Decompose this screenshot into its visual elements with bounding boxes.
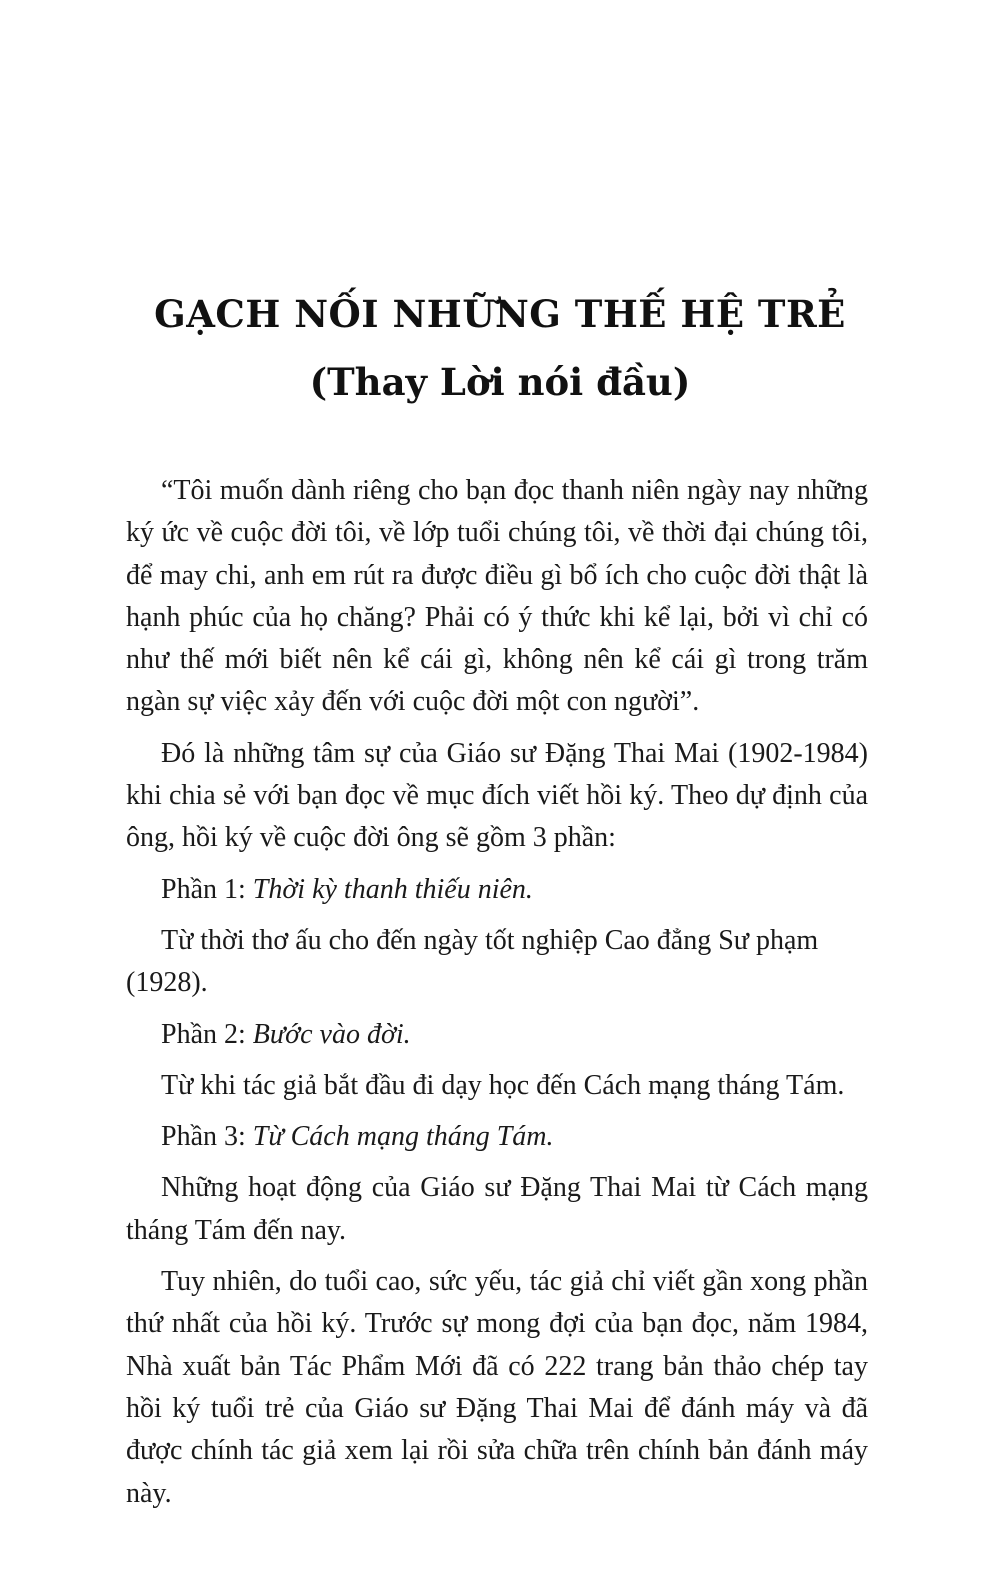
part3-description: Những hoạt động của Giáo sư Đặng Thai Mai từ Cách mạng tháng Tám đến nay. [126,1172,868,1246]
body-text [126,470,868,1524]
part1-description: Từ thời thơ ấu cho đến ngày tốt nghiệp Cao đẳng Sư phạm (1928). [126,924,819,999]
part3-title: Từ Cách mạng tháng Tám. [252,1121,554,1153]
part3-label: Phần 3: [161,1121,253,1153]
quote-paragraph: “Tôi muốn dành riêng cho bạn đọc thanh niên ngày nay những ký ức về cuộc đời tôi, về lớp tuổi chúng tôi, về thời đại chúng tôi, để may chi, anh em rút ra được điều gì bổ ích cho cuộc đời thật là hạnh phúc của họ chăng? Phải có ý thức khi kể lại, bởi vì chỉ có như thế mới biết nên kể cái gì, không nên kể cái gì trong trăm ngàn sự việc xảy đến với cuộc đời một con người”. [126,475,868,718]
part2-label: Phần 2: [161,1018,253,1050]
closing-paragraph: Tuy nhiên, do tuổi cao, sức yếu, tác giả chỉ viết gần xong phần thứ nhất của hồi ký. Trước sự mong đợi của bạn đọc, năm 1984, Nhà xuất bản Tác Phẩm Mới đã có 222 trang bản thảo chép tay hồi ký tuổi trẻ của Giáo sư Đặng Thai Mai để đánh máy và đã được chính tác giả xem lại rồi sửa chữa trên chính bản đánh máy này. [126,1266,868,1509]
part3-heading [126,1116,868,1158]
chapter-subtitle: (Thay Lời nói đầu) [309,360,691,404]
part2-title: Bước vào đời. [252,1018,411,1050]
part2-heading [126,1014,868,1056]
part1-label: Phần 1: [161,873,253,905]
part1-title: Thời kỳ thanh thiếu niên. [252,873,533,905]
part2-description: Từ khi tác giả bắt đầu đi dạy học đến Cách mạng tháng Tám. [161,1069,845,1101]
chapter-title: GẠCH NỐI NHỮNG THẾ HỆ TRẺ [154,292,846,336]
intro-paragraph: Đó là những tâm sự của Giáo sư Đặng Thai Mai (1902-1984) khi chia sẻ với bạn đọc về mục đích viết hồi ký. Theo dự định của ông, hồi ký về cuộc đời ông sẽ gồm 3 phần: [126,737,868,854]
part1-heading [126,869,868,911]
